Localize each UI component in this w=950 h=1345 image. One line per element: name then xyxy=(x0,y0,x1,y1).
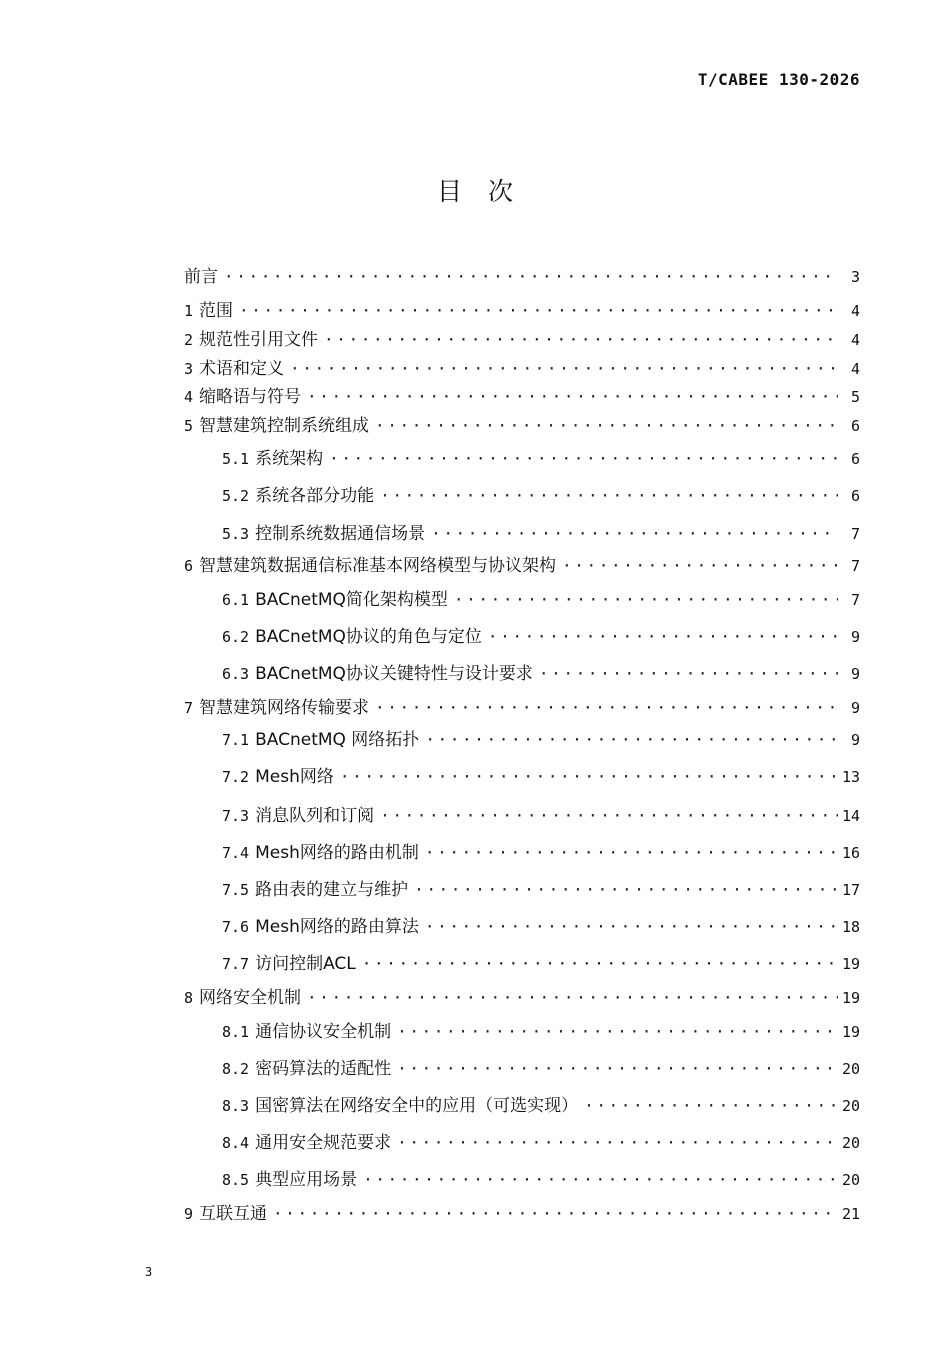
dot-leader xyxy=(239,299,838,323)
toc-entry-9[interactable] xyxy=(184,1202,860,1226)
toc-entry-6-2[interactable] xyxy=(222,625,860,649)
toc-entry-number: 5 xyxy=(184,417,194,435)
toc-entry-page: 3 xyxy=(850,268,860,286)
dot-leader xyxy=(431,522,838,546)
toc-entry-3[interactable] xyxy=(184,357,860,381)
toc-entry-7-4[interactable] xyxy=(222,841,860,865)
toc-entry-4[interactable] xyxy=(184,385,860,409)
dot-leader xyxy=(307,385,838,409)
dot-leader xyxy=(425,728,838,752)
dot-leader xyxy=(375,414,838,438)
dot-leader xyxy=(425,915,838,939)
toc-entry-7-1[interactable] xyxy=(222,728,860,752)
dot-leader xyxy=(562,554,838,578)
dot-leader xyxy=(329,447,838,471)
dot-leader xyxy=(488,625,838,649)
dot-leader xyxy=(380,804,838,828)
toc-entry-label: 术语和定义 xyxy=(199,359,285,379)
dot-leader xyxy=(340,765,838,789)
toc-entry-page: 20 xyxy=(841,1171,860,1189)
toc-entry-2[interactable] xyxy=(184,328,860,352)
toc-entry-6-3[interactable] xyxy=(222,662,860,686)
toc-entry-number: 8.4 xyxy=(222,1134,250,1152)
toc-entry-label: 范围 xyxy=(199,301,234,321)
toc-entry-label: 缩略语与符号 xyxy=(199,387,302,407)
dot-leader xyxy=(273,1202,838,1226)
toc-entry-7-2[interactable] xyxy=(222,765,860,789)
toc-entry-6-1[interactable] xyxy=(222,588,860,612)
toc-entry-7-7[interactable] xyxy=(222,952,860,976)
toc-entry-number: 7.5 xyxy=(222,881,250,899)
dot-leader xyxy=(363,1168,838,1192)
toc-entry-number: 2 xyxy=(184,331,194,349)
dot-leader xyxy=(290,357,838,381)
dot-leader xyxy=(425,841,838,865)
toc-entry-page: 17 xyxy=(841,881,860,899)
toc-entry-7-3[interactable] xyxy=(222,804,860,828)
toc-entry-5[interactable] xyxy=(184,414,860,438)
toc-entry-page: 5 xyxy=(850,388,860,406)
toc-entry-8-2[interactable] xyxy=(222,1057,860,1081)
toc-entry-label: 网络安全机制 xyxy=(199,988,302,1008)
toc-entry-label: BACnetMQ 网络拓扑 xyxy=(255,730,420,750)
toc-entry-number: 8.1 xyxy=(222,1023,250,1041)
toc-entry-page: 20 xyxy=(841,1134,860,1152)
dot-leader xyxy=(397,1131,838,1155)
toc-entry-label: 消息队列和订阅 xyxy=(255,806,375,826)
toc-entry-number: 6.2 xyxy=(222,628,250,646)
toc-entry-8-5[interactable] xyxy=(222,1168,860,1192)
toc-entry-page: 19 xyxy=(841,989,860,1007)
page-number: 3 xyxy=(145,1265,153,1279)
toc-entry-8-3[interactable] xyxy=(222,1094,860,1118)
toc-entry-page: 21 xyxy=(841,1205,860,1223)
toc-entry-label: 智慧建筑控制系统组成 xyxy=(199,416,370,436)
toc-entry-number: 7.4 xyxy=(222,844,250,862)
toc-entry-number: 7.2 xyxy=(222,768,250,786)
toc-entry-label: 系统各部分功能 xyxy=(255,486,375,506)
dot-leader xyxy=(539,662,838,686)
toc-entry-number: 7.6 xyxy=(222,918,250,936)
toc-entry-page: 4 xyxy=(850,360,860,378)
toc-entry-label: 路由表的建立与维护 xyxy=(255,880,409,900)
toc-entry-label: 通用安全规范要求 xyxy=(255,1133,392,1153)
dot-leader xyxy=(362,952,838,976)
dot-leader xyxy=(375,696,838,720)
toc-entry-label: 互联互通 xyxy=(199,1204,268,1224)
toc-entry-label: BACnetMQ协议关键特性与设计要求 xyxy=(255,664,533,684)
toc-entry-label: 智慧建筑网络传输要求 xyxy=(199,698,370,718)
toc-entry-number: 9 xyxy=(184,1205,194,1223)
toc-entry-1[interactable] xyxy=(184,299,860,323)
toc-entry-number: 3 xyxy=(184,360,194,378)
toc-entry-number: 5.3 xyxy=(222,525,250,543)
toc-entry-foreword[interactable] xyxy=(184,265,860,289)
toc-title-char-1: 目 xyxy=(436,177,462,206)
dot-leader xyxy=(397,1057,838,1081)
toc-entry-page: 20 xyxy=(841,1060,860,1078)
toc-entry-7[interactable] xyxy=(184,696,860,720)
toc-entry-page: 4 xyxy=(850,302,860,320)
toc-entry-label: 控制系统数据通信场景 xyxy=(255,524,426,544)
toc-entry-page: 7 xyxy=(850,557,860,575)
toc-entry-number: 4 xyxy=(184,388,194,406)
toc-entry-page: 9 xyxy=(850,628,860,646)
toc-entry-page: 6 xyxy=(850,450,860,468)
document-code: T/CABEE 130-2026 xyxy=(697,70,860,89)
toc-entry-7-6[interactable] xyxy=(222,915,860,939)
toc-entry-page: 9 xyxy=(850,665,860,683)
dot-leader xyxy=(584,1094,838,1118)
toc-entry-page: 4 xyxy=(850,331,860,349)
dot-leader xyxy=(414,878,838,902)
toc-entry-number: 7 xyxy=(184,699,194,717)
toc-entry-8-4[interactable] xyxy=(222,1131,860,1155)
toc-entry-8-1[interactable] xyxy=(222,1020,860,1044)
toc-entry-label: 密码算法的适配性 xyxy=(255,1059,392,1079)
toc-entry-number: 7.7 xyxy=(222,955,250,973)
toc-entry-label: 国密算法在网络安全中的应用（可选实现） xyxy=(255,1096,579,1116)
toc-entry-number: 7.1 xyxy=(222,731,250,749)
toc-entry-label: 智慧建筑数据通信标准基本网络模型与协议架构 xyxy=(199,556,557,576)
toc-entry-label: Mesh网络的路由算法 xyxy=(255,917,419,937)
toc-entry-label: 规范性引用文件 xyxy=(199,330,319,350)
toc-title xyxy=(0,172,950,208)
toc-entry-number: 8 xyxy=(184,989,194,1007)
toc-entry-page: 20 xyxy=(841,1097,860,1115)
dot-leader xyxy=(454,588,838,612)
toc-title-char-2: 次 xyxy=(488,177,514,206)
toc-entry-label: 典型应用场景 xyxy=(255,1170,358,1190)
toc-entry-page: 16 xyxy=(841,844,860,862)
dot-leader xyxy=(397,1020,838,1044)
toc-entry-number: 8.2 xyxy=(222,1060,250,1078)
toc-entry-label: Mesh网络 xyxy=(255,767,334,787)
toc-entry-label: 系统架构 xyxy=(255,449,324,469)
toc-entry-number: 5.2 xyxy=(222,487,250,505)
toc-entry-number: 6 xyxy=(184,557,194,575)
toc-entry-page: 19 xyxy=(841,1023,860,1041)
toc-entry-page: 14 xyxy=(841,807,860,825)
dot-leader xyxy=(380,484,838,508)
toc-entry-page: 13 xyxy=(841,768,860,786)
toc-entry-number: 6.1 xyxy=(222,591,250,609)
toc-entry-number: 8.5 xyxy=(222,1171,250,1189)
toc-entry-5-1[interactable] xyxy=(222,447,860,471)
toc-entry-label: 前言 xyxy=(184,267,218,287)
dot-leader xyxy=(324,328,838,352)
toc-entry-page: 6 xyxy=(850,417,860,435)
toc-entry-page: 19 xyxy=(841,955,860,973)
toc-entry-label: 访问控制ACL xyxy=(255,954,356,974)
toc-entry-number: 1 xyxy=(184,302,194,320)
toc-entry-page: 9 xyxy=(850,699,860,717)
toc-entry-page: 18 xyxy=(841,918,860,936)
toc-entry-7-5[interactable] xyxy=(222,878,860,902)
toc-entry-number: 8.3 xyxy=(222,1097,250,1115)
dot-leader xyxy=(224,265,838,289)
toc-entry-number: 7.3 xyxy=(222,807,250,825)
toc-entry-label: Mesh网络的路由机制 xyxy=(255,843,419,863)
toc-entry-number: 5.1 xyxy=(222,450,250,468)
toc-entry-6[interactable] xyxy=(184,554,860,578)
toc-entry-label: 通信协议安全机制 xyxy=(255,1022,392,1042)
toc-entry-page: 9 xyxy=(850,731,860,749)
toc-entry-number: 6.3 xyxy=(222,665,250,683)
dot-leader xyxy=(307,986,838,1010)
toc-entry-5-2[interactable] xyxy=(222,484,860,508)
toc-entry-page: 6 xyxy=(850,487,860,505)
toc-entry-5-3[interactable] xyxy=(222,522,860,546)
toc-entry-page: 7 xyxy=(850,525,860,543)
toc-entry-page: 7 xyxy=(850,591,860,609)
toc-entry-label: BACnetMQ协议的角色与定位 xyxy=(255,627,482,647)
toc-entry-label: BACnetMQ简化架构模型 xyxy=(255,590,448,610)
toc-entry-8[interactable] xyxy=(184,986,860,1010)
